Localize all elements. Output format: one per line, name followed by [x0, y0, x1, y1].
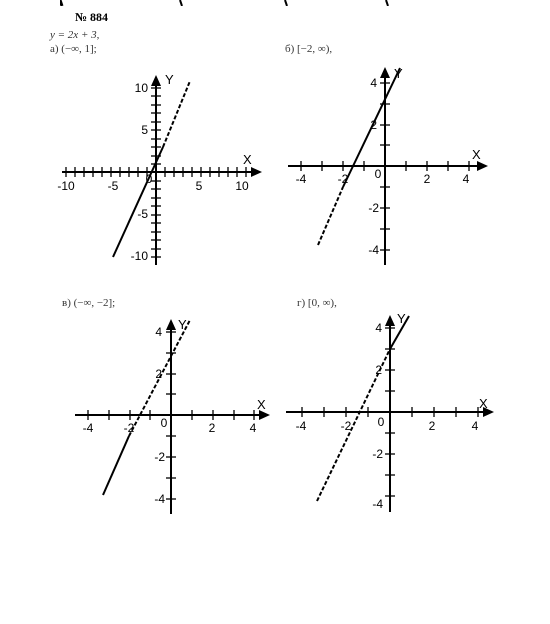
plot-a-xtick-n5: -5	[107, 179, 119, 193]
plot-d-ytick-n2: -2	[372, 447, 383, 461]
plot-a-ytick-5: 5	[141, 123, 148, 137]
plot-a-x-label: X	[243, 152, 252, 167]
plot-c-label: в) (−∞, −2];	[62, 297, 116, 309]
plot-d	[286, 311, 494, 512]
plot-b-xtick-0: 0	[374, 167, 382, 181]
equation: y = 2x + 3,	[50, 29, 100, 41]
plot-d-y-arrow	[385, 315, 395, 326]
plot-a-xtick-5: 5	[195, 179, 203, 193]
plot-c-x-label: X	[257, 397, 266, 412]
plot-d-xtick-2: 2	[428, 419, 436, 433]
plot-a-x-arrow	[251, 167, 262, 177]
plot-c-solid-segment	[103, 436, 129, 495]
plot-a-ytick-n5: -5	[137, 207, 148, 221]
plot-a-xtick-n10: -10	[57, 179, 75, 193]
plot-c-xtick-4: 4	[249, 421, 257, 435]
plot-a-xtick-0: 0	[145, 172, 153, 186]
plot-b-xtick-2: 2	[423, 172, 431, 186]
plot-a-xtick-10: 10	[235, 179, 249, 193]
plot-b-ytick-n4: -4	[368, 243, 379, 257]
plot-b-y-arrow	[380, 67, 390, 78]
plot-d-y-label: Y	[397, 311, 406, 326]
plot-d-xtick-4: 4	[471, 419, 479, 433]
plot-c-ytick-n2: -2	[154, 450, 165, 464]
plot-c-xtick-2: 2	[208, 421, 216, 435]
plot-a-y-arrow	[151, 75, 161, 86]
plot-a-dashed-segment	[163, 81, 190, 147]
plot-b-ytick-4: 4	[370, 76, 377, 90]
plot-b-x-arrow	[477, 161, 488, 171]
plot-d-ytick-4: 4	[375, 321, 382, 335]
plot-b-xtick-4: 4	[462, 172, 470, 186]
plot-d-ytick-2: 2	[375, 363, 382, 377]
plot-c	[75, 317, 270, 514]
plot-b	[288, 66, 488, 265]
plot-c-y-arrow	[166, 319, 176, 330]
plot-d-xtick-0: 0	[377, 415, 385, 429]
plot-c-ytick-4: 4	[155, 325, 162, 339]
plot-a-y-label: Y	[165, 72, 174, 87]
plot-d-xtick-n2: -2	[340, 419, 352, 433]
plot-a	[57, 72, 262, 265]
plot-d-x-label: X	[479, 396, 488, 411]
plot-c-ytick-n4: -4	[154, 492, 165, 506]
plot-c-xtick-0: 0	[160, 416, 168, 430]
plot-a-ytick-10: 10	[134, 81, 148, 95]
plot-b-ytick-n2: -2	[368, 201, 379, 215]
plot-b-xtick-n2: -2	[337, 172, 349, 186]
plot-b-dashed-segment	[318, 187, 343, 245]
plot-b-x-label: X	[472, 147, 481, 162]
plot-d-xtick-n4: -4	[295, 419, 307, 433]
problem-number: № 884	[75, 10, 109, 24]
plot-c-xtick-n4: -4	[82, 421, 94, 435]
plot-d-label: г) [0, ∞),	[297, 297, 337, 309]
plot-c-ytick-2: 2	[155, 367, 162, 381]
plot-b-label: б) [−2, ∞),	[285, 43, 333, 55]
plot-c-xtick-n2: -2	[123, 421, 135, 435]
plot-d-ytick-n4: -4	[372, 497, 383, 511]
plot-b-y-label: Y	[394, 66, 403, 81]
plot-b-ytick-2: 2	[370, 118, 377, 132]
plot-c-y-label: Y	[178, 317, 187, 332]
plot-b-xtick-n4: -4	[295, 172, 307, 186]
plot-a-label: а) (−∞, 1];	[50, 43, 97, 55]
plot-a-ytick-n10: -10	[130, 249, 148, 263]
